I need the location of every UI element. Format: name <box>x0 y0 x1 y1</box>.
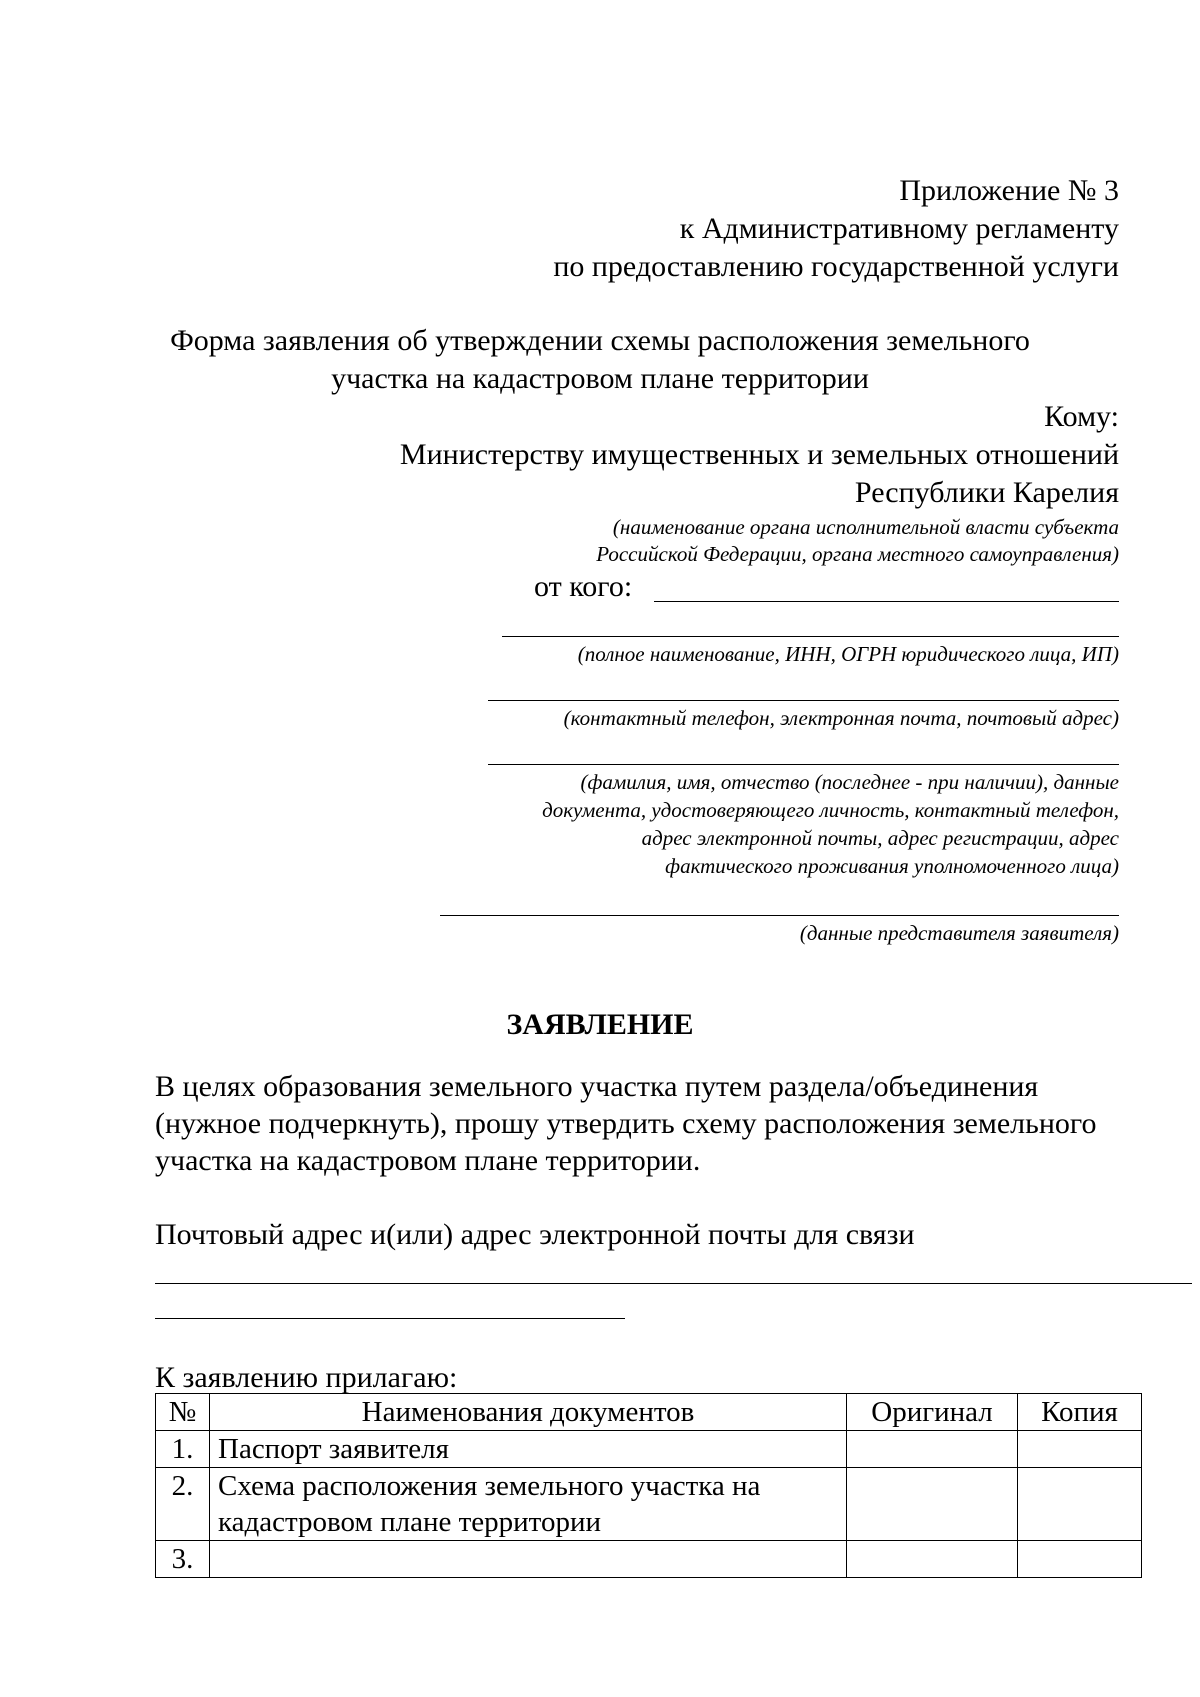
sender-person-hint-3: адрес электронной почты, адрес регистрации, адрес <box>641 826 1119 850</box>
copy-cell[interactable] <box>1018 1541 1142 1578</box>
sender-person-field-line[interactable] <box>488 764 1119 765</box>
representative-hint: (данные представителя заявителя) <box>799 921 1119 945</box>
table-header-row <box>156 1394 1142 1431</box>
attachments-label: К заявлению прилагаю: <box>155 1361 458 1394</box>
form-title-line-1: Форма заявления об утверждении схемы расположения земельного <box>170 324 1030 357</box>
original-cell[interactable] <box>847 1541 1018 1578</box>
sender-field-line[interactable] <box>654 601 1119 602</box>
form-title-line-2: участка на кадастровом плане территории <box>331 362 869 395</box>
column-header-copy: Копия <box>1018 1394 1142 1431</box>
representative-field-line[interactable] <box>440 915 1119 916</box>
table-row <box>156 1431 1142 1468</box>
statement-body-line-3: участка на кадастровом плане территории. <box>155 1144 701 1177</box>
document-name-line: кадастровом плане территории <box>218 1506 601 1538</box>
contact-address-field-line-2[interactable] <box>155 1318 625 1319</box>
sender-person-hint-2: документа, удостоверяющего личность, контактный телефон, <box>542 798 1119 822</box>
table-row <box>156 1468 1142 1541</box>
column-header-original: Оригинал <box>847 1394 1018 1431</box>
column-header-name: Наименования документов <box>210 1394 847 1431</box>
table-row <box>156 1541 1142 1578</box>
sender-contacts-field-line[interactable] <box>488 700 1119 701</box>
document-name-line: Паспорт заявителя <box>218 1433 449 1465</box>
statement-body-line-1: В целях образования земельного участка путем раздела/объединения <box>155 1070 1039 1103</box>
recipient-name-line-2: Республики Карелия <box>854 476 1119 509</box>
sender-org-field-line[interactable] <box>502 636 1119 637</box>
appendix-reference: к Административному регламенту <box>679 212 1119 245</box>
sender-person-hint-1: (фамилия, имя, отчество (последнее - при наличии), данные <box>580 770 1119 794</box>
original-cell[interactable] <box>847 1431 1018 1468</box>
sender-person-hint-4: фактического проживания уполномоченного лица) <box>665 854 1119 878</box>
statement-body-line-2: (нужное подчеркнуть), прошу утвердить схему расположения земельного <box>155 1107 1097 1140</box>
sender-label: от кого: <box>534 570 633 603</box>
row-number: 3. <box>156 1541 210 1578</box>
sender-org-hint: (полное наименование, ИНН, ОГРН юридического лица, ИП) <box>577 642 1119 666</box>
recipient-name-line-1: Министерству имущественных и земельных отношений <box>399 438 1119 471</box>
appendix-service: по предоставлению государственной услуги <box>553 250 1119 283</box>
sender-contacts-hint: (контактный телефон, электронная почта, почтовый адрес) <box>563 706 1119 730</box>
copy-cell[interactable] <box>1018 1431 1142 1468</box>
contact-address-field-line-1[interactable] <box>155 1283 1192 1284</box>
document-name <box>210 1468 847 1541</box>
attachments-table <box>155 1393 1142 1578</box>
row-number: 2. <box>156 1468 210 1541</box>
copy-cell[interactable] <box>1018 1468 1142 1541</box>
contact-address-label: Почтовый адрес и(или) адрес электронной почты для связи <box>155 1218 915 1251</box>
document-name <box>210 1431 847 1468</box>
column-header-num: № <box>156 1394 210 1431</box>
statement-title: ЗАЯВЛЕНИЕ <box>506 1008 694 1041</box>
row-number: 1. <box>156 1431 210 1468</box>
recipient-hint-line-2: Российской Федерации, органа местного самоуправления) <box>596 542 1119 566</box>
original-cell[interactable] <box>847 1468 1018 1541</box>
appendix-number: Приложение № 3 <box>899 174 1119 207</box>
document-name[interactable] <box>210 1541 847 1578</box>
document-name-line: Схема расположения земельного участка на <box>218 1470 761 1502</box>
recipient-label: Кому: <box>1044 400 1119 433</box>
recipient-hint-line-1: (наименование органа исполнительной власти субъекта <box>612 515 1119 539</box>
